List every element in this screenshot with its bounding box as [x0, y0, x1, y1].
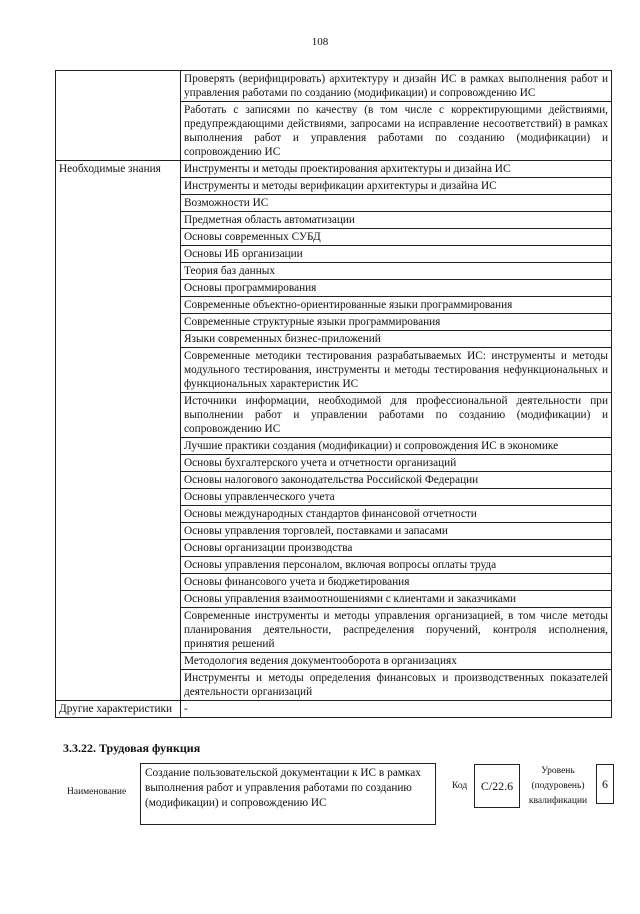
knowledge-item: Основы организации производства	[181, 540, 612, 557]
name-value: Создание пользовательской документации к ИС в рамках выполнения работ и управления работами по созданию (модификации) и сопровождению ИС	[140, 763, 436, 825]
knowledge-item: Инструменты и методы определения финансовых и производственных показателей деятельности организаций	[181, 670, 612, 701]
knowledge-table	[55, 70, 612, 718]
knowledge-item: Основы современных СУБД	[181, 229, 612, 246]
knowledge-item: Инструменты и методы проектирования архитектуры и дизайна ИС	[181, 161, 612, 178]
knowledge-item: Современные структурные языки программирования	[181, 314, 612, 331]
knowledge-item: Лучшие практики создания (модификации) и сопровождения ИС в экономике	[181, 438, 612, 455]
other-characteristics-value: -	[181, 701, 612, 718]
knowledge-item: Современные инструменты и методы управления организацией, в том числе методы планирования деятельности, распределения поручений, контроля исполнения, принятия решений	[181, 608, 612, 653]
knowledge-item: Основы управления торговлей, поставками и запасами	[181, 523, 612, 540]
page-number: 108	[311, 36, 329, 48]
knowledge-item: Основы управления персоналом, включая вопросы оплаты труда	[181, 557, 612, 574]
table-row	[56, 701, 612, 718]
row-label-empty	[56, 71, 181, 161]
knowledge-item: Предметная область автоматизации	[181, 212, 612, 229]
level-label: Уровень (подуровень) квалификации	[528, 766, 588, 806]
section-heading: 3.3.22. Трудовая функция	[63, 741, 201, 755]
knowledge-item: Методология ведения документооборота в организациях	[181, 653, 612, 670]
knowledge-item: Основы управленческого учета	[181, 489, 612, 506]
code-value: C/22.6	[474, 764, 520, 808]
knowledge-item: Основы ИБ организации	[181, 246, 612, 263]
knowledge-item: Современные методики тестирования разрабатываемых ИС: инструменты и методы модульного тестирования, инструменты и методы тестирования нефункциональных и функциональных характеристик ИС	[181, 348, 612, 393]
knowledge-item: Инструменты и методы верификации архитектуры и дизайна ИС	[181, 178, 612, 195]
knowledge-item: Языки современных бизнес-приложений	[181, 331, 612, 348]
knowledge-item: Основы управления взаимоотношениями с клиентами и заказчиками	[181, 591, 612, 608]
name-label: Наименование	[67, 787, 127, 797]
table-row	[56, 161, 612, 178]
level-value: 6	[596, 764, 614, 804]
knowledge-item: Современные объектно-ориентированные языки программирования	[181, 297, 612, 314]
knowledge-item: Основы программирования	[181, 280, 612, 297]
knowledge-item: Основы финансового учета и бюджетирования	[181, 574, 612, 591]
knowledge-label: Необходимые знания	[56, 161, 181, 701]
knowledge-item: Теория баз данных	[181, 263, 612, 280]
knowledge-item: Основы налогового законодательства Российской Федерации	[181, 472, 612, 489]
labor-action-item: Работать с записями по качеству (в том числе с корректирующими действиями, предупреждающими действиями, запросами на исправление несоответствий) в рамках выполнения работ и управления работами по созданию (модификации) и сопровождению ИС	[181, 102, 612, 161]
labor-action-item: Проверять (верифицировать) архитектуру и дизайн ИС в рамках выполнения работ и управления работами по созданию (модификации) и сопровождению ИС	[181, 71, 612, 102]
knowledge-item: Источники информации, необходимой для профессиональной деятельности при выполнении работ и управлении работами по созданию (модификации) и сопровождению ИС	[181, 393, 612, 438]
knowledge-item: Возможности ИС	[181, 195, 612, 212]
knowledge-item: Основы международных стандартов финансовой отчетности	[181, 506, 612, 523]
knowledge-item: Основы бухгалтерского учета и отчетности организаций	[181, 455, 612, 472]
other-characteristics-label: Другие характеристики	[56, 701, 181, 718]
code-label: Код	[452, 781, 468, 791]
table-row	[56, 71, 612, 102]
